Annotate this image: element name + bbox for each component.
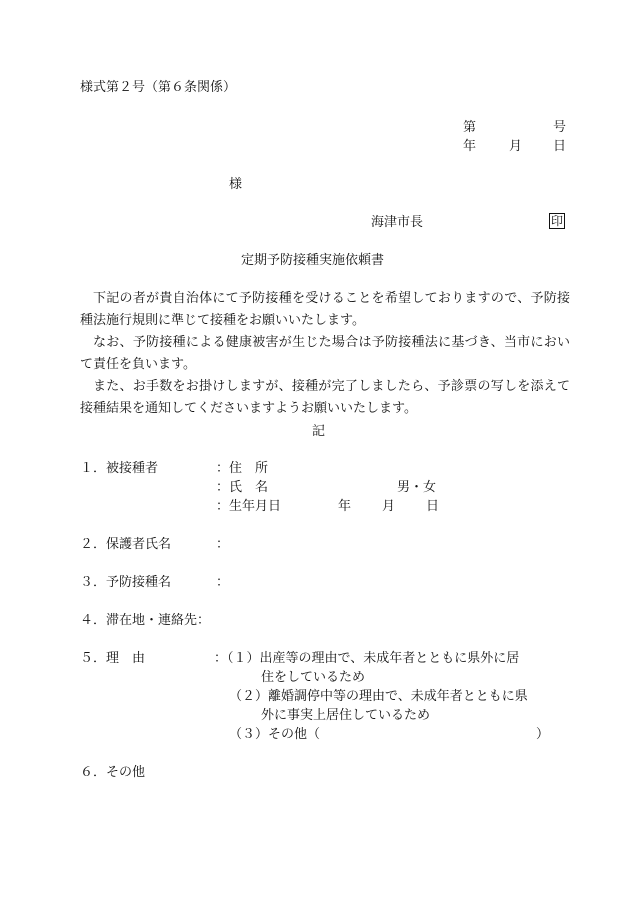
item2-colon: ： bbox=[216, 537, 230, 552]
paragraph-3: また、お手数をお掛けしますが、接種が完了しましたら、予診票の写しを添えて接種結果を通知してくださいますようお願いいたします。 bbox=[80, 379, 570, 416]
paragraph-2: なお、予防接種による健康被害が生じた場合は予防接種法に基づき、当市において責任を負います。 bbox=[80, 335, 570, 372]
document-title: 定期予防接種実施依頼書 bbox=[241, 253, 385, 268]
item5-reason1-line1: ：（１）出産等の理由で、未成年者とともに県外に居 bbox=[214, 651, 520, 666]
sender-name: 海津市長 bbox=[371, 215, 424, 230]
item1-label: １．被接種者 bbox=[80, 461, 159, 476]
item2-label: ２．保護者氏名 bbox=[80, 537, 172, 552]
ki-heading: 記 bbox=[312, 424, 326, 439]
item3-label: ３．予防接種名 bbox=[80, 575, 172, 590]
item5-reason1-line2: 住をしているため bbox=[261, 670, 366, 685]
item6-label: ６．その他 bbox=[80, 765, 146, 780]
date-month-label: 月 bbox=[509, 139, 523, 154]
body-text bbox=[80, 288, 570, 420]
item1-dob-year: 年 bbox=[338, 499, 352, 514]
paragraph-1: 下記の者が貴自治体にて予防接種を受けることを希望しておりますので、予防接種法施行規則に準じて接種をお願いいたします。 bbox=[80, 291, 570, 328]
item1-dob-month: 月 bbox=[382, 499, 396, 514]
item1-dob: ：生年月日 bbox=[216, 499, 282, 514]
item1-address: ：住 所 bbox=[216, 461, 269, 476]
date-year-label: 年 bbox=[463, 139, 477, 154]
form-number: 様式第２号（第６条関係） bbox=[80, 80, 237, 95]
item4-label: ４．滞在地・連絡先： bbox=[80, 613, 211, 628]
date-day-label: 日 bbox=[553, 139, 567, 154]
seal-mark bbox=[549, 213, 565, 230]
item1-dob-day: 日 bbox=[426, 499, 440, 514]
item5-reason3-close: ） bbox=[536, 727, 550, 742]
doc-no-prefix: 第 bbox=[463, 120, 477, 135]
item5-reason3-open: （３）その他（ bbox=[229, 727, 321, 742]
item5-label: ５．理 由 bbox=[80, 651, 146, 666]
seal-label: 印 bbox=[551, 214, 564, 228]
item1-gender: 男・女 bbox=[397, 480, 437, 495]
item1-name: ：氏 名 bbox=[216, 480, 269, 495]
addressee-suffix: 様 bbox=[229, 177, 243, 192]
item5-reason2-line1: （２）離婚調停中等の理由で、未成年者とともに県 bbox=[229, 689, 528, 704]
doc-no-suffix: 号 bbox=[553, 120, 567, 135]
item5-reason2-line2: 外に事実上居住しているため bbox=[261, 708, 431, 723]
item3-colon: ： bbox=[216, 575, 230, 590]
